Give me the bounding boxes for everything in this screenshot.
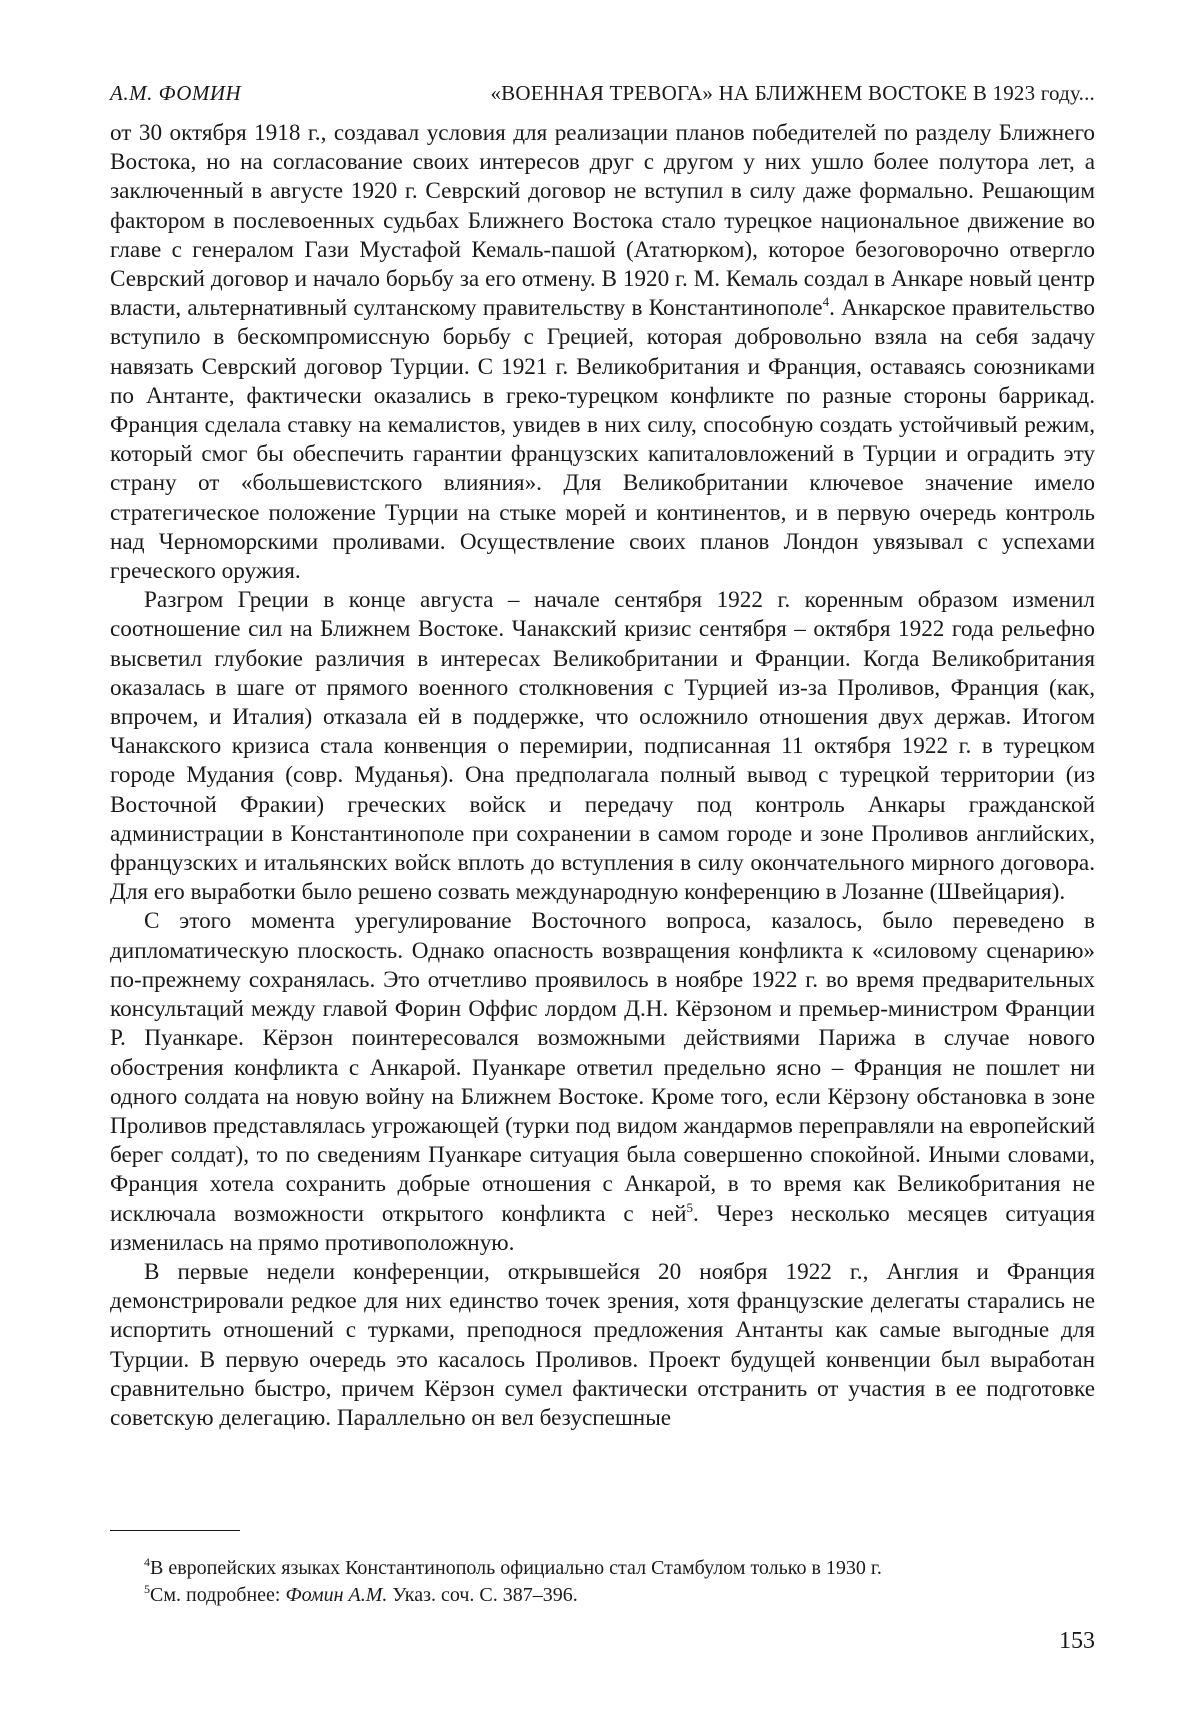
paragraph-text: Разгром Греции в конце августа – начале сентября 1922 г. коренным образом изменил соотношение сил на Ближнем Востоке. Чанакский кризис сентября – октября 1922 года рельефно высветил глубокие различия в интересах Великобритании и Франции. Когда Великобритания оказалась в шаге от прямого военного столкновения с Турцией из-за Проливов, Франция (как, впрочем, и Италия) отказала ей в поддержке, что осложнило отношения двух держав. Итогом Чанакского кризиса стала конвенция о перемирии, подписанная 11 октября 1922 г. в турецком городе Мудания (совр. Муданья). Она предполагала полный вывод с турецкой территории (из Восточной Фракии) греческих войск и передачу под контроль Анкары гражданской администрации в Константинополе при сохранении в самом городе и зоне Проливов английских, французских и итальянских войск вплоть до вступления в силу окончательного мирного договора. Для его выработки было решено созвать международную конференцию в Лозанне (Швейцария). [110, 587, 1095, 905]
paragraph-text: . Через несколько месяцев ситуация изменилась на прямо противоположную. [110, 1201, 1095, 1256]
running-header-author: А.М. ФОМИН [110, 78, 241, 108]
footnote-text: См. подробнее: [150, 1584, 286, 1606]
running-header [110, 78, 1095, 108]
paragraph-text: С этого момента урегулирование Восточного вопроса, казалось, было переведено в дипломатическую плоскость. Однако опасность возвращения конфликта к «силовому сценарию» по-прежнему сохранялась. Это отчетливо проявилось в ноябре 1922 г. во время предварительных консультаций между главой Форин Оффис лордом Д.Н. Кёрзоном и премьер-министром Франции Р. Пуанкаре. Кёрзон поинтересовался возможными действиями Парижа в случае нового обострения конфликта с Анкарой. Пуанкаре ответил предельно ясно – Франция не пошлет ни одного солдата на новую войну на Ближнем Востоке. Кроме того, если Кёрзону обстановка в зоне Проливов представлялась угрожающей (турки под видом жандармов переправляли на европейский берег солдат), то по сведениям Пуанкаре ситуация была совершенно спокойной. Иными словами, Франция хотела сохранить добрые отношения с Анкарой, в то время как Великобритания не исключала возможности открытого конфликта с ней [110, 908, 1095, 1226]
footnote-4 [144, 1555, 1044, 1582]
paragraph-continuation [110, 119, 1095, 586]
footnote-text: В европейских языках Константинополь официально стал Стамбулом только в 1930 г. [150, 1557, 882, 1579]
footnote-cited-author: Фомин А.М. [286, 1584, 388, 1606]
footnote-5 [144, 1582, 1044, 1609]
page-number: 153 [1059, 1626, 1095, 1656]
paragraph [110, 907, 1095, 1257]
page [110, 78, 1095, 1433]
footnote-text: Указ. соч. С. 387–396. [387, 1584, 577, 1606]
footnote-mark: 5 [144, 1582, 150, 1596]
footnote-divider [110, 1530, 240, 1531]
paragraph-text: . Анкарское правительство вступило в бескомпромиссную борьбу с Грецией, которая добровольно взяла на себя задачу навязать Севрский договор Турции. С 1921 г. Великобритания и Франция, оставаясь союзниками по Антанте, фактически оказались в греко-турецком конфликте по разные стороны баррикад. Франция сделала ставку на кемалистов, увидев в них силу, способную создать устойчивый режим, который смог бы обеспечить гарантии французских капиталовложений в Турции и оградить эту страну от «большевистского влияния». Для Великобритании ключевое значение имело стратегическое положение Турции на стыке морей и континентов, и в первую очередь контроль над Черноморскими проливами. Осуществление своих планов Лондон увязывал с успехами греческого оружия. [110, 295, 1095, 584]
paragraph [110, 586, 1095, 907]
footnote-mark: 4 [144, 1555, 150, 1569]
paragraph-text: от 30 октября 1918 г., создавал условия для реализации планов победителей по разделу Ближнего Востока, но на согласование своих интересов друг с другом у них ушло более полутора лет, а заключенный в августе 1920 г. Севрский договор не вступил в силу даже формально. Решающим фактором в послевоенных судьбах Ближнего Востока стало турецкое национальное движение во главе с генералом Гази Мустафой Кемаль-пашой (Ататюрком), которое безоговорочно отвергло Севрский договор и начало борьбу за его отмену. В 1920 г. М. Кемаль создал в Анкаре новый центр власти, альтернативный султанскому правительству в Константинополе [110, 120, 1095, 321]
running-header-title: «ВОЕННАЯ ТРЕВОГА» НА БЛИЖНЕМ ВОСТОКЕ В 1923 году... [490, 78, 1095, 108]
article-body [110, 119, 1095, 1433]
footnote-reference-5[interactable]: 5 [687, 1200, 694, 1215]
footnotes [144, 1555, 1044, 1609]
paragraph-text: В первые недели конференции, открывшейся 20 ноября 1922 г., Англия и Франция демонстрировали редкое для них единство точек зрения, хотя французские делегаты старались не испортить отношений с турками, преподнося предложения Антанты как самые выгодные для Турции. В первую очередь это касалось Проливов. Проект будущей конвенции был выработан сравнительно быстро, причем Кёрзон сумел фактически отстранить от участия в ее подготовке советскую делегацию. Параллельно он вел безуспешные [110, 1259, 1095, 1431]
paragraph [110, 1258, 1095, 1433]
footnote-reference-4[interactable]: 4 [823, 294, 830, 309]
